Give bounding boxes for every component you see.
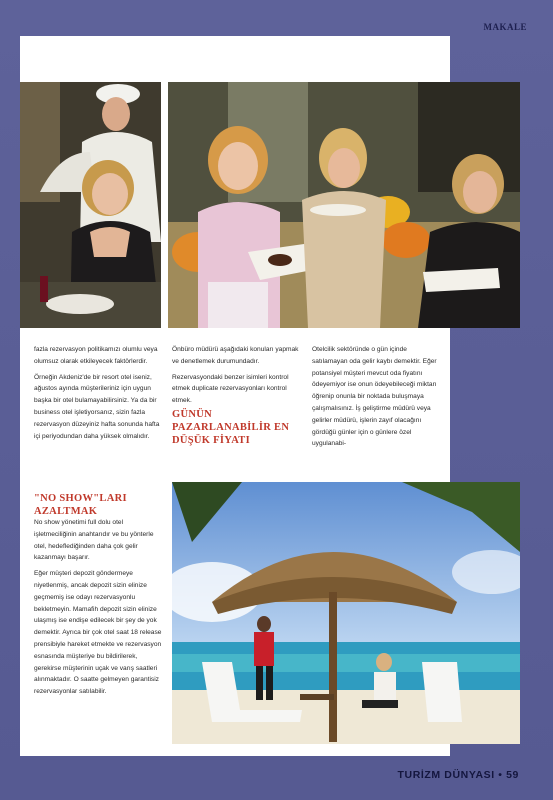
photo-women-dining [168,82,520,328]
section-heading-no-show: "NO SHOW"LARI AZALTMAK [34,493,127,517]
page-footer [398,769,520,781]
paragraph: No show yönetimi full dolu otel işletmeciliğinin anahtarıdır ve bu yönterle otel, hedeflediğinden daha çok gelir kazanmayı başarır. [34,519,154,562]
text-column-2 [172,344,302,411]
paragraph: Rezervasyondaki benzer isimleri kontrol etmek duplicate rezervasyonları kontrol etmek. [172,373,289,405]
text-column-1 [34,344,162,446]
photo-chef-serving [20,82,161,328]
paragraph: fazla rezervasyon politikamızı olumlu veya olumsuz olarak etkileyecek faktörlerdir. [34,346,158,365]
text-column-1-continued [34,517,162,702]
paragraph: Eğer müşteri depozit göndermeye niyetlenmiş, ancak depozit sizin elinize geçmemiş ise odayı rezervasyonlu bekletmeyin. Mamafih depozit sizin elinize ulaşmış ise endişe edilecek bir şey de yok demektir. Ayrıca bir çok otel saat 18 release prensibiyle hareket etmekte ve rezervasyon esnasında müşteriye bu bildirilerek, gerekirse müşterinin uçak ve varış saatleri alınmaktadır. O saatte gelmeyen garantisiz rezervasyonlar satılabilir. [34,570,162,696]
paragraph: Önbüro müdürü aşağıdaki konuları yapmak ve denetlemek durumundadır. [172,346,299,365]
photo-beach-umbrella [172,482,520,744]
section-heading-pricing: GÜNÜN PAZARLANABİLİR EN DÜŞÜK FİYATI [172,409,290,446]
section-tag: MAKALE [483,22,527,32]
paragraph: Otelcilik sektöründe o gün içinde satılamayan oda gelir kaybı demektir. Eğer potansiyel müşteri mevcut oda fiyatını ödeyemiyor ise onun ödeyebileceği miktarı öğrenip onunla bir noktada buluşmaya çalışmalısınız. İş geliştirme müdürü veya gelirler müdürü, işlerin zayıf olacağını gördüğü günler için o günlere özel uygulanabi- [312,346,437,448]
page-number: 59 [506,769,519,781]
magazine-name: TURİZM DÜNYASI [397,769,495,781]
text-column-3 [312,344,442,454]
footer-separator: • [498,769,503,781]
paragraph: Örneğin Akdeniz'de bir resort otel iseniz, ağustos ayında müşterileriniz için uygun başka bir otel bulamayabilirsiniz. Ya da bir business otel işletiyorsanız, sizin fazla rezervasyon düzeyiniz hafta sonunda hafta içi periyodundan daha yüksek olmalıdır. [34,373,160,440]
